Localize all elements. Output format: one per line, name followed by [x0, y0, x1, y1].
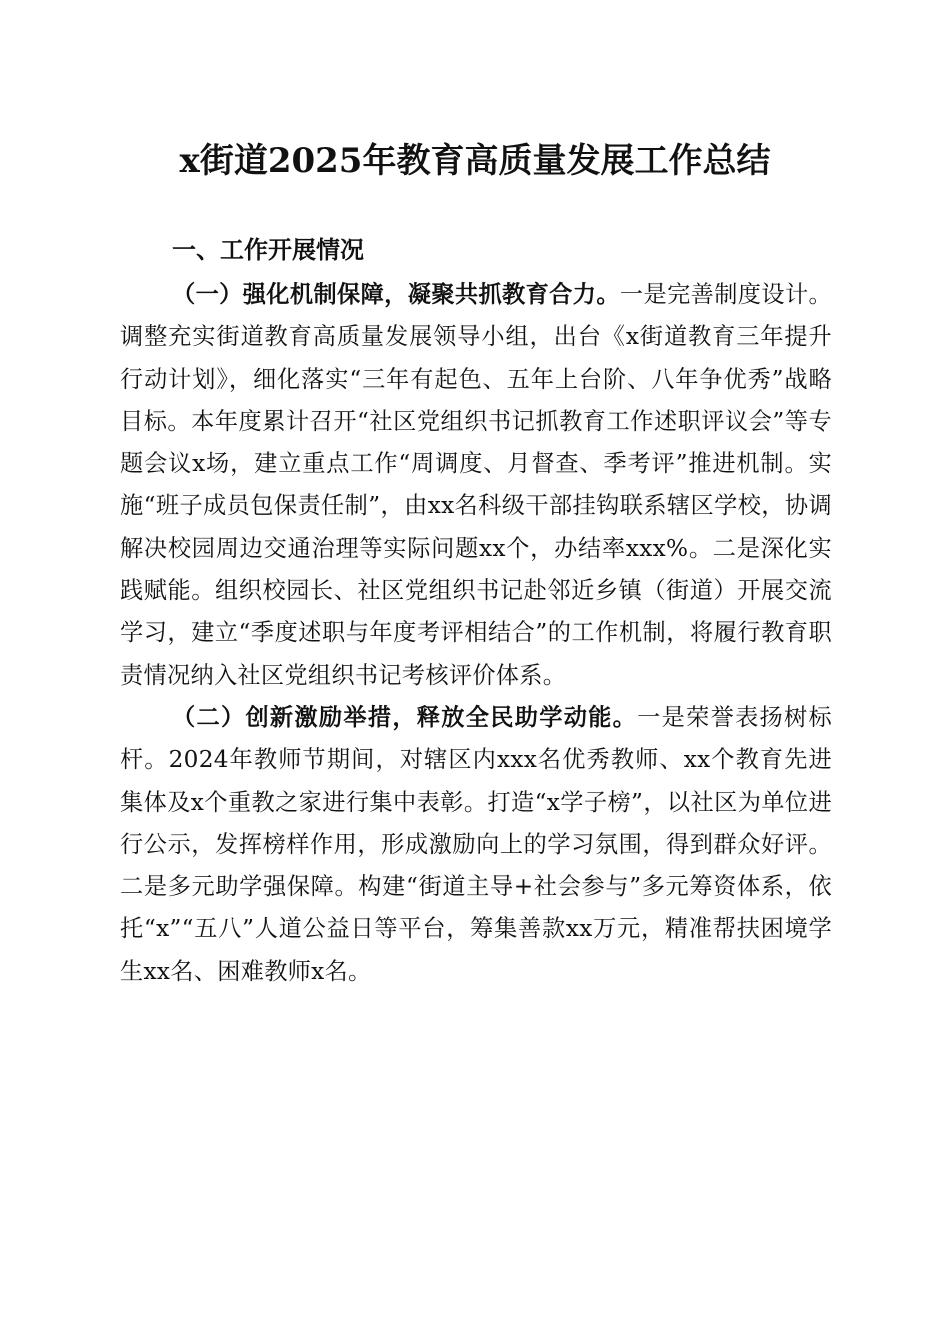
paragraph-lead: （一）强化机制保障，凝聚共抓教育合力。 — [172, 281, 620, 308]
document-title: x街道2025年教育高质量发展工作总结 — [179, 141, 771, 181]
paragraph-text: 一是荣誉表扬树标杆。2024年教师节期间，对辖区内xxx名优秀教师、xx个教育先进集体及x个重教之家进行集中表彰。打造“x学子榜”，以社区为单位进行公示，发挥榜样作用，形成激励向上的学习氛围，得到群众好评。二是多元助学强保障。构建“街道主导+社会参与”多元筹资体系，依托“x”“五八”人道公益日等平台，筹集善款xx万元，精准帮扶困境学生xx名、困难教师x名。 — [120, 703, 832, 985]
paragraph-incentive — [120, 697, 832, 993]
document-body — [120, 228, 832, 993]
section-heading: 一、工作开展情况 — [172, 236, 364, 264]
paragraph-text: 一是完善制度设计。调整充实街道教育高质量发展领导小组，出台《x街道教育三年提升行动计划》，细化落实“三年有起色、五年上台阶、八年争优秀”战略目标。本年度累计召开“社区党组织书记抓教育工作述职评议会”等专题会议x场，建立重点工作“周调度、月督查、季考评”推进机制。实施“班子成员包保责任制”，由xx名科级干部挂钩联系辖区学校，协调解决校园周边交通治理等实际问题xx个，办结率xxx%。二是深化实践赋能。组织校园长、社区党组织书记赴邻近乡镇（街道）开展交流学习，建立“季度述职与年度考评相结合”的工作机制，将履行教育职责情况纳入社区党组织书记考核评价体系。 — [120, 281, 833, 689]
paragraph-lead: （二）创新激励举措，释放全民助学动能。 — [172, 703, 638, 731]
paragraph-mechanism — [120, 274, 832, 697]
